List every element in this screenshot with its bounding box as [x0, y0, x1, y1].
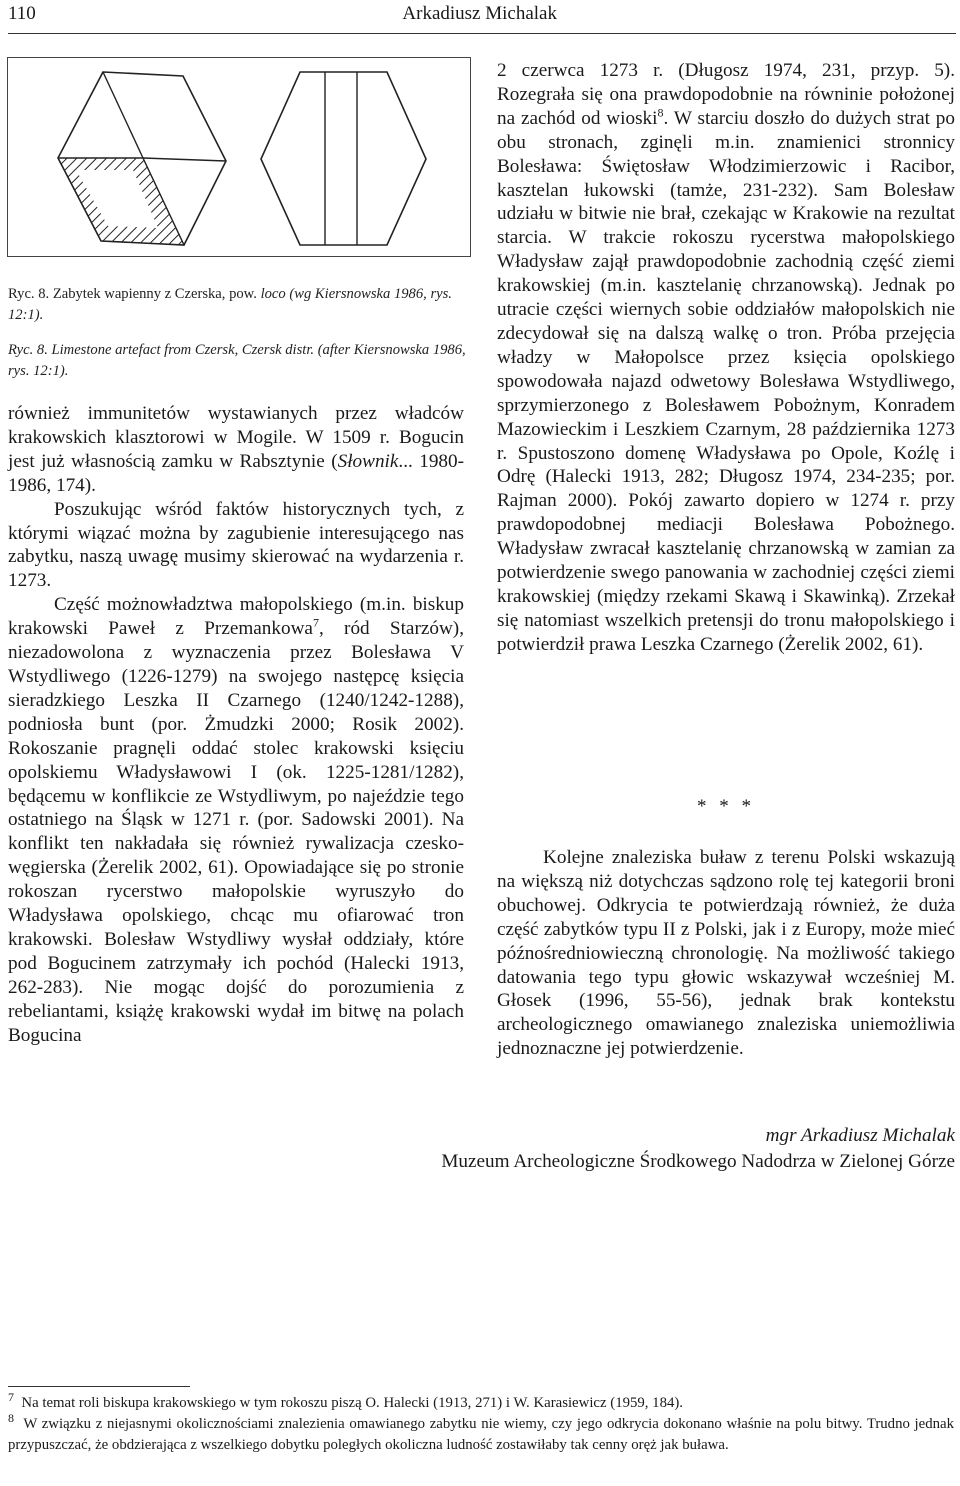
footnotes: [8, 1390, 954, 1456]
footnote-number: 7: [8, 1390, 14, 1405]
author-name: mgr Arkadiusz Michalak: [765, 1125, 955, 1146]
paragraph: Poszukując wśród faktów historycznych tych, z którymi wiązać można by zagubienie interesującego nas zabytku, naszą uwagę musimy skierować na wydarzenia r. 1273.: [8, 498, 464, 592]
conclusion-block: [497, 846, 955, 1061]
right-column: [497, 59, 955, 657]
caption-en-text: Ryc. 8. Limestone artefact from Czersk, Czersk distr. (after Kiersnowska 1986, rys. 12:1).: [8, 342, 466, 379]
figure-caption-pl: [8, 284, 470, 326]
footnote-number: 8: [8, 1411, 14, 1426]
paragraph-text: Część możnowładztwa małopolskiego (m.in. biskup krakowski Paweł z Przemankowa: [8, 594, 464, 640]
caption-pl-italic: loco: [260, 286, 286, 302]
header-rule: [8, 33, 956, 34]
figure-drawing: [7, 57, 471, 257]
paragraph-text: , ród Starzów), niezadowolona z wyznaczenia przez Bolesława V Wstydliwego (1226-1279) na swojego następcę księcia sieradzkiego Leszka II Czarnego (1240/1242-1288), podniosła bunt (por. Żmudzki 2000; Rosik 2002). Rokoszanie pragnęli oddać stolec krakowski księciu opolskiemu Władysławowi I (ok. 1225-1281/1282), będącemu w konflikcie ze Wstydliwym, po najeździe tego ostatniego na Śląsk w 1271 r. (por. Sadowski 2001). Na konflikt ten nakładała się również rywalizacja czesko-węgierska (Żerelik 2002, 61). Opowiadające się po stronie rokoszan rycerstwo małopolskie wyruszyło do Władysława opolskiego, chcąc mu ofiarować tron krakowski. Bolesław Wstydliwy wysłał oddziały, które pod Bogucinem zatrzymały ich pochód (Halecki 1913, 262-283). Nie mogąc dojść do porozumienia z rebeliantami, książę krakowski wydał im bitwę na polach Bogucina: [8, 618, 464, 1046]
paragraph: [8, 593, 464, 1047]
artefact-drawing: [8, 58, 472, 258]
running-head: Arkadiusz Michalak: [402, 3, 557, 24]
paragraph-text: również immunitetów wystawianych przez władców krakowskich klasztorowi w Mogile. W 1509 r. Bogucin jest już własnością zamku w Rabsztynie (: [8, 403, 464, 472]
paragraph: [497, 59, 955, 657]
paragraph-text: . W starciu doszło do dużych strat po obu stronach, zginęli m.in. znamienici stronnicy Bolesława: Świętosław Włodzimierzowic i Racibor, kasztelan łukowski (tamże, 231-232). Sam Bolesław udziału w bitwie nie brał, czekając w Krakowie na rezultat starcia. W trakcie rokoszu rycerstwa małopolskiego Władysław zajął prawdopodobnie zachodnią część ziemi krakowskiej (m.in. kasztelanię chrzanowską). Jednak po utracie części wiernych sobie oddziałów małopolskich nie zdecydował się na dalszą walkę o tron. Próba przejęcia władzy w Małopolsce przez księcia opolskiego spowodowała najazd odwetowy Bolesława Wstydliwego, sprzymierzonego z Bolesławem Pobożnym, Konradem Mazowieckim i Leszkiem Czarnym, 28 października 1273 r. Spustoszono domenę Władysława po Opole, Koźlę i Odrę (Halecki 1913, 282; Długosz 1974, 234-235; por. Rajman 2000). Pokój zawarto dopiero w 1274 r. przy prawdopodobnej mediacji Bolesława Pobożnego. Władysław zwracał kasztelanię chrzanowską w zamian za potwierdzenie swego panowania w zachodniej części ziemi krakowskiej (między rzekami Skawą i Skawinką). Zrzekał się natomiast wszelkich pretensji do tronu małopolskiego i potwierdził prawa Leszka Czarnego (Żerelik 2002, 61).: [497, 107, 955, 655]
caption-pl-text: Ryc. 8. Zabytek wapienny z Czerska, pow.: [8, 286, 261, 302]
figure-caption-en: [8, 340, 470, 382]
page-header: [0, 0, 960, 34]
left-column: [8, 402, 464, 1047]
footnote-ref-7[interactable]: 7: [312, 615, 319, 630]
italic-title: Słownik: [337, 450, 399, 472]
page-number: 110: [8, 3, 36, 24]
author-affiliation: Muzeum Archeologiczne Środkowego Nadodrza w Zielonej Górze: [441, 1151, 955, 1172]
caption-pl-source: (wg Kiersnowska 1986, rys. 12:1).: [8, 286, 452, 323]
footnote-8: [8, 1411, 954, 1456]
footnote-rule: [8, 1386, 190, 1387]
footnote-7: [8, 1390, 954, 1414]
footnote-text: Na temat roli biskupa krakowskiego w tym rokoszu piszą O. Halecki (1913, 271) i W. Karasiewicz (1959, 184).: [21, 1395, 684, 1411]
paragraph-text: 2 czerwca 1273 r. (Długosz 1974, 231, przyp. 5). Rozegrała się ona prawdopodobnie na równinie położonej na zachód od wioski: [497, 60, 955, 129]
paragraph: Kolejne znaleziska buław z terenu Polski wskazują na większą niż dotychczas sądzono rolę tej kategorii broni obuchowej. Odkrycia te potwierdzają również, że duża część zabytków typu II z Polski, jak i z Europy, może mieć późnośredniowieczną chronologię. Na możliwość takiego datowania tego typu głowic wskazywał wcześniej M. Głosek (1996, 55-56), jednak brak kontekstu archeologicznego omawianego znaleziska uniemożliwia jednoznaczne jej potwierdzenie.: [497, 847, 955, 1060]
section-divider: * * *: [697, 796, 755, 817]
footnote-ref-8[interactable]: 8: [657, 105, 664, 120]
paragraph: [8, 402, 464, 498]
footnote-text: W związku z niejasnymi okolicznościami znalezienia omawianego zabytku nie wiemy, czy jego odkrycia dokonano właśnie na polu bitwy. Trudno jednak przypuszczać, że obdzierająca z wszelkiego dobytku poległych okoliczna ludność zostawiłaby tak cenny oręż jak buława.: [8, 1416, 954, 1453]
paragraph-text: ... 1980-1986, 174).: [8, 450, 464, 496]
